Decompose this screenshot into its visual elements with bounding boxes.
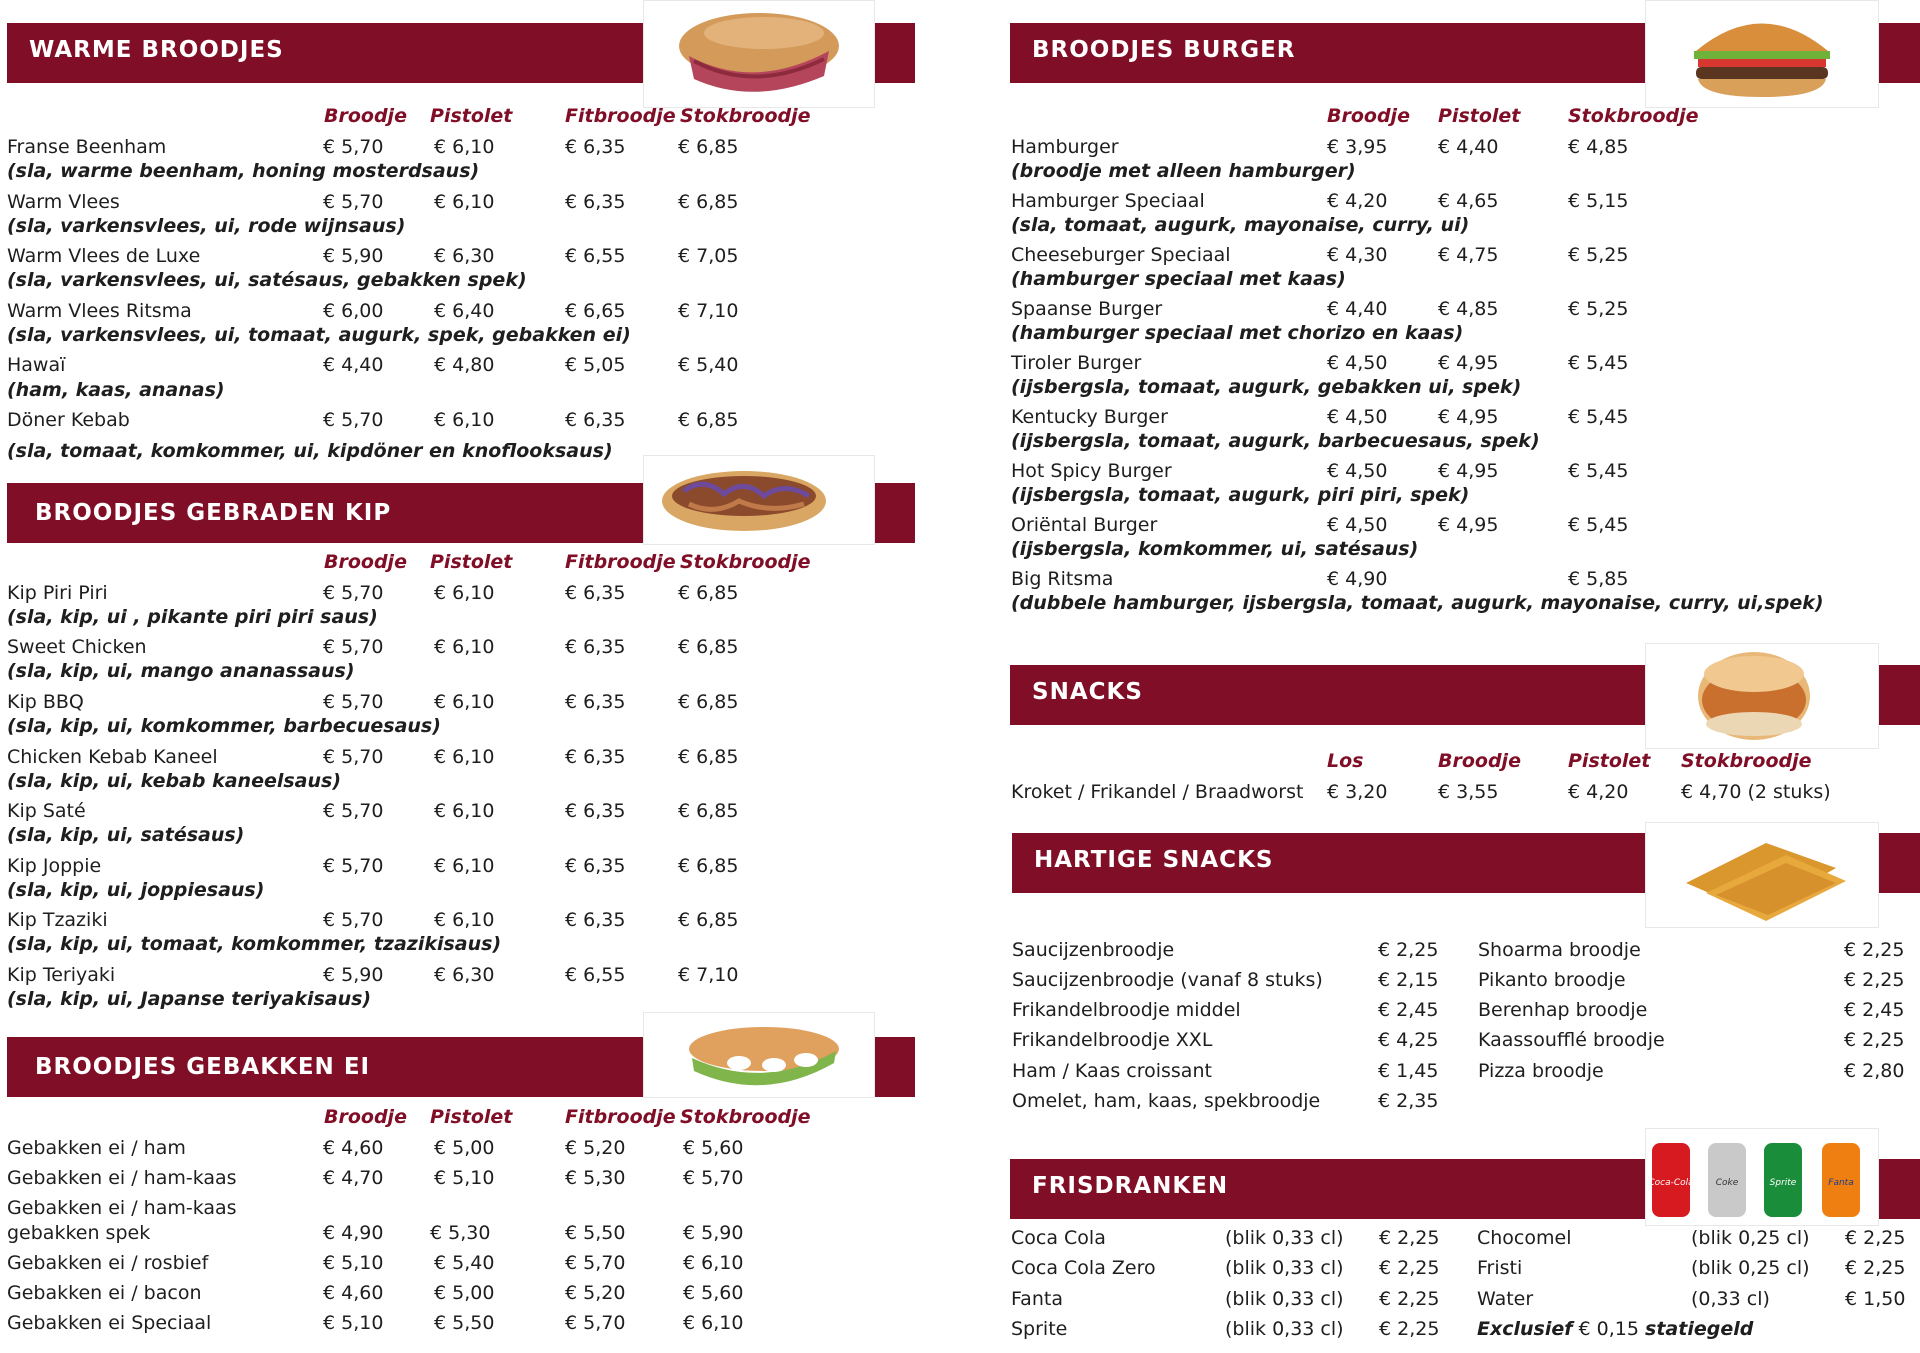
- item-price: € 6,85: [678, 582, 739, 604]
- item-price: € 5,20: [565, 1137, 626, 1159]
- item-price: € 5,70: [565, 1312, 626, 1334]
- item-price: € 5,45: [1568, 514, 1629, 536]
- drink-price: € 1,50: [1845, 1288, 1906, 1310]
- item-price: € 4,80: [434, 354, 495, 376]
- item-name: Gebakken ei / ham: [7, 1137, 186, 1159]
- item-price: € 4,60: [323, 1137, 384, 1159]
- item-price: € 6,10: [434, 191, 495, 213]
- can-label: Fanta: [1828, 1178, 1854, 1188]
- item-name: Saucijzenbroodje (vanaf 8 stuks): [1012, 969, 1323, 991]
- item-price: € 5,30: [565, 1167, 626, 1189]
- item-price: € 6,85: [678, 800, 739, 822]
- broodje-kroket-photo: [1645, 643, 1879, 749]
- item-price: € 2,25: [1844, 1029, 1905, 1051]
- item-name: Döner Kebab: [7, 409, 130, 431]
- item-price: € 5,45: [1568, 460, 1629, 482]
- column-head: Fitbroodje: [565, 105, 676, 127]
- broodje-ei-photo: [643, 1012, 875, 1098]
- item-price: € 5,70: [323, 855, 384, 877]
- column-head: Pistolet: [1438, 105, 1521, 127]
- item-price: € 6,10: [434, 691, 495, 713]
- item-price: € 6,85: [678, 409, 739, 431]
- broodje-beenham-photo: [643, 0, 875, 108]
- item-price: € 5,00: [434, 1137, 495, 1159]
- item-price: € 6,35: [565, 136, 626, 158]
- item-price: € 5,70: [323, 909, 384, 931]
- item-price: € 5,70: [323, 691, 384, 713]
- item-description: (sla, kip, ui, mango ananassaus): [7, 660, 355, 682]
- drink-name: Coca Cola Zero: [1011, 1257, 1156, 1279]
- item-price: € 4,85: [1438, 298, 1499, 320]
- item-price: € 6,35: [565, 909, 626, 931]
- column-head: Fitbroodje: [565, 551, 676, 573]
- item-price: € 6,10: [683, 1252, 744, 1274]
- item-price: € 5,10: [434, 1167, 495, 1189]
- item-name: Warm Vlees: [7, 191, 120, 213]
- item-price: € 6,10: [434, 855, 495, 877]
- item-price: € 6,40: [434, 300, 495, 322]
- deposit-note: [1477, 1318, 1753, 1340]
- item-name: Pizza broodje: [1478, 1060, 1604, 1082]
- item-description: (sla, tomaat, augurk, mayonaise, curry, ui): [1011, 214, 1470, 236]
- item-price: € 5,90: [683, 1222, 744, 1244]
- item-description: (ijsbergsla, tomaat, augurk, barbecuesaus, spek): [1011, 430, 1540, 452]
- item-price: € 4,75: [1438, 244, 1499, 266]
- item-price: € 4,20: [1327, 190, 1388, 212]
- item-price: € 6,35: [565, 636, 626, 658]
- item-price: € 5,90: [323, 964, 384, 986]
- item-price: € 5,70: [565, 1252, 626, 1274]
- item-description: (hamburger speciaal met kaas): [1011, 268, 1346, 290]
- item-description: (sla, varkensvlees, ui, tomaat, augurk, spek, gebakken ei): [7, 324, 631, 346]
- item-price: € 6,35: [565, 409, 626, 431]
- item-price: € 6,65: [565, 300, 626, 322]
- item-price: € 5,25: [1568, 244, 1629, 266]
- item-name: Franse Beenham: [7, 136, 167, 158]
- item-price: € 6,10: [434, 409, 495, 431]
- column-head: Pistolet: [430, 551, 513, 573]
- item-name: Kip Joppie: [7, 855, 102, 877]
- item-price: € 4,20: [1568, 781, 1629, 803]
- item-name: Warm Vlees Ritsma: [7, 300, 192, 322]
- item-price: € 5,45: [1568, 352, 1629, 374]
- item-price: € 5,70: [323, 636, 384, 658]
- item-price: € 6,85: [678, 746, 739, 768]
- item-price: € 5,70: [323, 191, 384, 213]
- item-name: Kip Saté: [7, 800, 86, 822]
- item-price: € 4,95: [1438, 460, 1499, 482]
- drink-price: € 2,25: [1845, 1227, 1906, 1249]
- item-description: (sla, kip, ui, satésaus): [7, 824, 245, 846]
- item-price: € 4,40: [1438, 136, 1499, 158]
- item-price: € 4,95: [1438, 406, 1499, 428]
- item-price: € 2,25: [1844, 969, 1905, 991]
- item-price: € 4,95: [1438, 514, 1499, 536]
- drink-price: € 2,25: [1379, 1288, 1440, 1310]
- item-price: € 5,45: [1568, 406, 1629, 428]
- item-name: Gebakken ei / ham-kaas: [7, 1197, 237, 1219]
- item-description: (sla, kip, ui, komkommer, barbecuesaus): [7, 715, 441, 737]
- item-price: € 6,85: [678, 855, 739, 877]
- item-price: € 5,05: [565, 354, 626, 376]
- section-title: SNACKS: [1032, 679, 1143, 705]
- hartige-snacks-photo: [1645, 822, 1879, 928]
- deposit-note-end: statiegeld: [1645, 1318, 1754, 1340]
- item-name: Frikandelbroodje XXL: [1012, 1029, 1213, 1051]
- item-price: € 5,10: [323, 1312, 384, 1334]
- item-name: Cheeseburger Speciaal: [1011, 244, 1231, 266]
- item-price: € 6,35: [565, 691, 626, 713]
- item-price: € 6,35: [565, 746, 626, 768]
- item-price: € 2,25: [1378, 939, 1439, 961]
- item-price: € 5,00: [434, 1282, 495, 1304]
- item-price: € 5,15: [1568, 190, 1629, 212]
- column-head: Los: [1327, 750, 1364, 772]
- item-price: € 2,25: [1844, 939, 1905, 961]
- can-label: Sprite: [1769, 1178, 1797, 1188]
- item-price: € 5,70: [323, 136, 384, 158]
- item-name: Saucijzenbroodje: [1012, 939, 1175, 961]
- item-price: € 6,10: [683, 1312, 744, 1334]
- column-head: Stokbroodje: [1681, 750, 1812, 772]
- deposit-note-price: € 0,15: [1572, 1318, 1646, 1340]
- drink-size: (blik 0,33 cl): [1225, 1288, 1344, 1310]
- item-description: (ijsbergsla, tomaat, augurk, gebakken ui, spek): [1011, 376, 1522, 398]
- drink-price: € 2,25: [1845, 1257, 1906, 1279]
- item-name: Tiroler Burger: [1011, 352, 1142, 374]
- item-description: (sla, varkensvlees, ui, satésaus, gebakken spek): [7, 269, 527, 291]
- item-price: € 4,40: [323, 354, 384, 376]
- item-price: € 1,45: [1378, 1060, 1439, 1082]
- item-price: € 6,00: [323, 300, 384, 322]
- item-price: € 7,10: [678, 300, 739, 322]
- drink-cans-photo: [1645, 1128, 1879, 1226]
- item-price: € 6,10: [434, 582, 495, 604]
- column-head: Pistolet: [430, 105, 513, 127]
- item-price: € 6,85: [678, 191, 739, 213]
- item-price: € 4,30: [1327, 244, 1388, 266]
- item-name: Kip BBQ: [7, 691, 84, 713]
- drink-price: € 2,25: [1379, 1227, 1440, 1249]
- item-price: € 5,70: [323, 582, 384, 604]
- item-name-line2: gebakken spek: [7, 1222, 151, 1244]
- item-description: (broodje met alleen hamburger): [1011, 160, 1356, 182]
- item-description: (sla, kip, ui, tomaat, komkommer, tzazikisaus): [7, 933, 502, 955]
- item-price: € 4,25: [1378, 1029, 1439, 1051]
- item-price: € 6,35: [565, 191, 626, 213]
- item-name: Frikandelbroodje middel: [1012, 999, 1241, 1021]
- item-description: (ijsbergsla, tomaat, augurk, piri piri, spek): [1011, 484, 1470, 506]
- item-price: € 4,50: [1327, 460, 1388, 482]
- item-name: Kip Tzaziki: [7, 909, 108, 931]
- drink-size: (blik 0,25 cl): [1691, 1257, 1810, 1279]
- item-description: (ijsbergsla, komkommer, ui, satésaus): [1011, 538, 1419, 560]
- item-description: (sla, varkensvlees, ui, rode wijnsaus): [7, 215, 406, 237]
- column-head: Pistolet: [1568, 750, 1651, 772]
- can-label: Coke: [1715, 1178, 1739, 1188]
- item-name: Sweet Chicken: [7, 636, 147, 658]
- item-price: € 4,65: [1438, 190, 1499, 212]
- item-description: (dubbele hamburger, ijsbergsla, tomaat, augurk, mayonaise, curry, ui,spek): [1011, 592, 1824, 614]
- column-head: Broodje: [1438, 750, 1521, 772]
- item-price: € 5,70: [323, 800, 384, 822]
- drink-name: Fanta: [1011, 1288, 1063, 1310]
- item-price: € 2,15: [1378, 969, 1439, 991]
- item-price: € 6,10: [434, 136, 495, 158]
- item-price: € 6,10: [434, 746, 495, 768]
- item-price: € 2,80: [1844, 1060, 1905, 1082]
- item-price: € 5,90: [323, 245, 384, 267]
- item-name: Spaanse Burger: [1011, 298, 1163, 320]
- drink-size: (blik 0,33 cl): [1225, 1227, 1344, 1249]
- item-price: € 6,85: [678, 636, 739, 658]
- item-price: € 2,45: [1378, 999, 1439, 1021]
- item-price: € 5,50: [565, 1222, 626, 1244]
- drink-name: Chocomel: [1477, 1227, 1572, 1249]
- item-price: € 3,55: [1438, 781, 1499, 803]
- item-price: € 6,35: [565, 855, 626, 877]
- item-description: (sla, kip, ui , pikante piri piri saus): [7, 606, 378, 628]
- item-description: (hamburger speciaal met chorizo en kaas): [1011, 322, 1464, 344]
- section-title: BROODJES GEBRADEN KIP: [35, 500, 392, 526]
- item-price: € 5,40: [678, 354, 739, 376]
- item-name: Hot Spicy Burger: [1011, 460, 1172, 482]
- item-price: € 5,60: [683, 1282, 744, 1304]
- item-price: € 5,85: [1568, 568, 1629, 590]
- item-name: Kip Teriyaki: [7, 964, 116, 986]
- item-name: Kroket / Frikandel / Braadworst: [1011, 781, 1304, 803]
- column-head: Stokbroodje: [680, 551, 811, 573]
- item-name: Ham / Kaas croissant: [1012, 1060, 1212, 1082]
- item-name: Omelet, ham, kaas, spekbroodje: [1012, 1090, 1321, 1112]
- item-price: € 5,60: [683, 1137, 744, 1159]
- item-name: Gebakken ei / bacon: [7, 1282, 202, 1304]
- item-price: € 5,25: [1568, 298, 1629, 320]
- section-title: BROODJES GEBAKKEN EI: [35, 1054, 371, 1080]
- deposit-note-bold: Exclusief: [1477, 1318, 1573, 1340]
- item-name: Gebakken ei / rosbief: [7, 1252, 209, 1274]
- item-price: € 4,90: [1327, 568, 1388, 590]
- item-price: € 7,10: [678, 964, 739, 986]
- item-price: € 5,70: [323, 746, 384, 768]
- section-title: HARTIGE SNACKS: [1034, 847, 1274, 873]
- item-name: Hamburger: [1011, 136, 1119, 158]
- column-head: Broodje: [324, 1106, 407, 1128]
- drink-price: € 2,25: [1379, 1318, 1440, 1340]
- item-name: Pikanto broodje: [1478, 969, 1626, 991]
- item-name: Kaassoufflé broodje: [1478, 1029, 1665, 1051]
- item-name: Big Ritsma: [1011, 568, 1114, 590]
- section-title: WARME BROODJES: [29, 37, 284, 63]
- item-price: € 7,05: [678, 245, 739, 267]
- item-price: € 4,40: [1327, 298, 1388, 320]
- item-price: € 4,70: [323, 1167, 384, 1189]
- item-name: Warm Vlees de Luxe: [7, 245, 201, 267]
- drink-size: (blik 0,33 cl): [1225, 1257, 1344, 1279]
- item-price: € 3,95: [1327, 136, 1388, 158]
- item-price: € 5,70: [683, 1167, 744, 1189]
- item-name: Hawaï: [7, 354, 66, 376]
- item-name: Berenhap broodje: [1478, 999, 1648, 1021]
- column-head: Broodje: [324, 105, 407, 127]
- drink-name: Sprite: [1011, 1318, 1068, 1340]
- item-price: € 3,20: [1327, 781, 1388, 803]
- drink-price: € 2,25: [1379, 1257, 1440, 1279]
- column-head: Broodje: [324, 551, 407, 573]
- can-label: Coca-Cola: [1648, 1178, 1694, 1188]
- drink-name: Fristi: [1477, 1257, 1523, 1279]
- drink-name: Coca Cola: [1011, 1227, 1106, 1249]
- item-name: Chicken Kebab Kaneel: [7, 746, 218, 768]
- item-price: € 5,30: [430, 1222, 491, 1244]
- item-name: Kentucky Burger: [1011, 406, 1168, 428]
- drink-size: (blik 0,25 cl): [1691, 1227, 1810, 1249]
- column-head: Stokbroodje: [1568, 105, 1699, 127]
- item-price: € 5,20: [565, 1282, 626, 1304]
- item-price: € 6,85: [678, 136, 739, 158]
- item-price: € 5,40: [434, 1252, 495, 1274]
- drink-size: (blik 0,33 cl): [1225, 1318, 1344, 1340]
- item-price: € 6,30: [434, 245, 495, 267]
- column-head: Fitbroodje: [565, 1106, 676, 1128]
- item-price: € 6,55: [565, 964, 626, 986]
- item-description: (sla, kip, ui, Japanse teriyakisaus): [7, 988, 372, 1010]
- section-title: FRISDRANKEN: [1032, 1173, 1229, 1199]
- broodje-kip-photo: [643, 455, 875, 545]
- item-price: € 4,90: [323, 1222, 384, 1244]
- item-price: € 2,45: [1844, 999, 1905, 1021]
- item-description: (sla, kip, ui, kebab kaneelsaus): [7, 770, 342, 792]
- item-price: € 4,50: [1327, 514, 1388, 536]
- item-price: € 4,60: [323, 1282, 384, 1304]
- item-price: € 4,85: [1568, 136, 1629, 158]
- item-price: € 6,85: [678, 691, 739, 713]
- column-head: Broodje: [1327, 105, 1410, 127]
- item-description: (ham, kaas, ananas): [7, 379, 225, 401]
- drink-name: Water: [1477, 1288, 1534, 1310]
- item-description: (sla, tomaat, komkommer, ui, kipdöner en knoflooksaus): [7, 440, 613, 462]
- item-price: € 6,55: [565, 245, 626, 267]
- item-price: € 4,95: [1438, 352, 1499, 374]
- item-name: Shoarma broodje: [1478, 939, 1641, 961]
- item-price: € 5,50: [434, 1312, 495, 1334]
- item-description: (sla, kip, ui, joppiesaus): [7, 879, 265, 901]
- hamburger-photo: [1645, 0, 1879, 108]
- item-name: Hamburger Speciaal: [1011, 190, 1205, 212]
- section-title: BROODJES BURGER: [1032, 37, 1296, 63]
- item-price: € 2,35: [1378, 1090, 1439, 1112]
- item-price: € 6,35: [565, 800, 626, 822]
- item-price: € 6,10: [434, 636, 495, 658]
- column-head: Stokbroodje: [680, 105, 811, 127]
- item-price: € 6,85: [678, 909, 739, 931]
- item-price: € 4,50: [1327, 352, 1388, 374]
- item-price: € 6,30: [434, 964, 495, 986]
- item-description: (sla, warme beenham, honing mosterdsaus): [7, 160, 480, 182]
- item-name: Gebakken ei Speciaal: [7, 1312, 212, 1334]
- item-price: € 4,70 (2 stuks): [1681, 781, 1831, 803]
- item-price: € 6,35: [565, 582, 626, 604]
- column-head: Pistolet: [430, 1106, 513, 1128]
- item-price: € 5,70: [323, 409, 384, 431]
- item-price: € 6,10: [434, 909, 495, 931]
- item-price: € 6,10: [434, 800, 495, 822]
- item-name: Oriëntal Burger: [1011, 514, 1158, 536]
- item-name: Kip Piri Piri: [7, 582, 108, 604]
- item-price: € 5,10: [323, 1252, 384, 1274]
- item-price: € 4,50: [1327, 406, 1388, 428]
- drink-size: (0,33 cl): [1691, 1288, 1770, 1310]
- item-name: Gebakken ei / ham-kaas: [7, 1167, 237, 1189]
- column-head: Stokbroodje: [680, 1106, 811, 1128]
